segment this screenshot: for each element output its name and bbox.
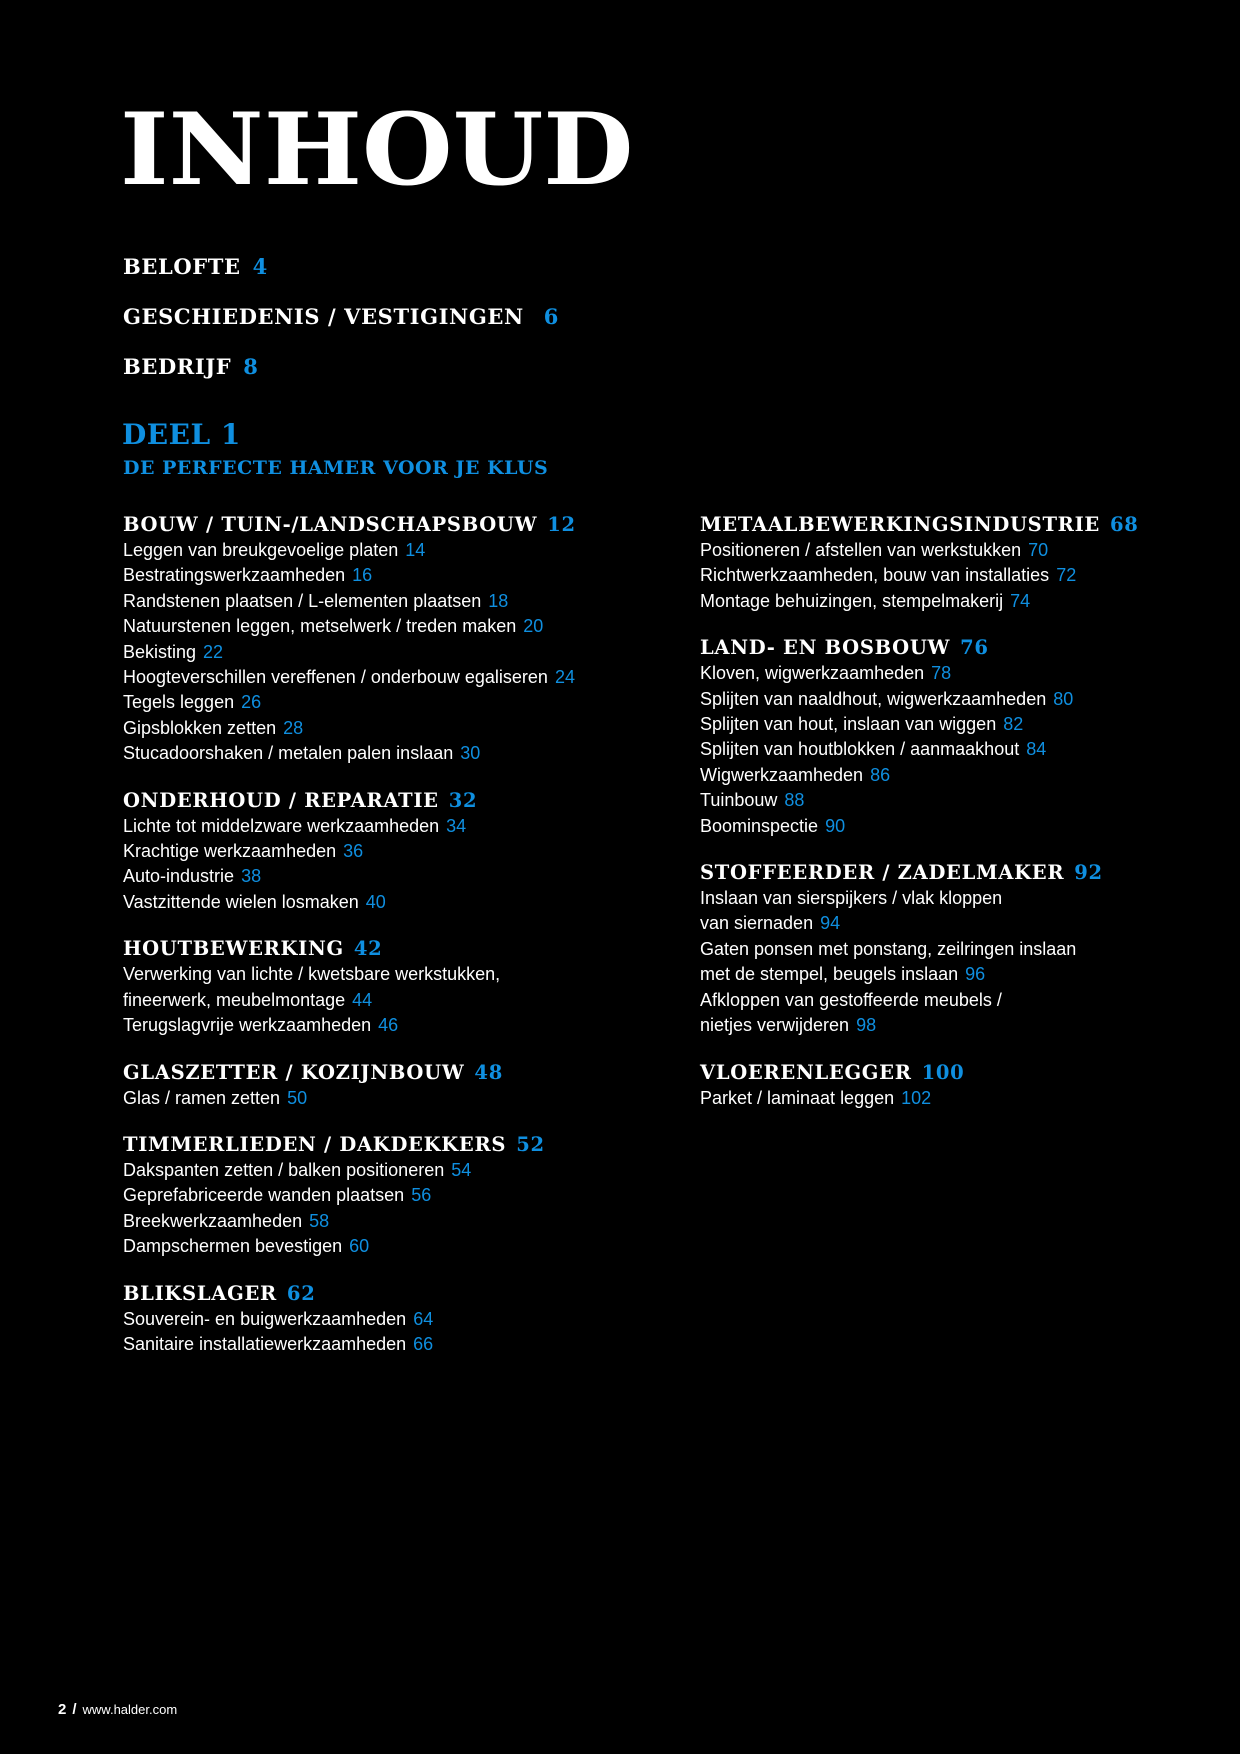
section-title	[123, 512, 643, 538]
toc-entry	[123, 716, 643, 741]
toc-entry-label: Wigwerkzaamheden	[700, 764, 864, 785]
section-title-label: BLIKSLAGER	[123, 1281, 277, 1305]
toc-entry-page-number: 78	[931, 663, 952, 684]
section-title	[700, 512, 1220, 538]
intro-item-page: 4	[252, 254, 268, 279]
part-label: DEEL 1	[122, 418, 241, 451]
toc-entry-label: Hoogteverschillen vereffenen / onderbouw egaliseren	[123, 667, 548, 688]
toc-section	[123, 1132, 643, 1260]
toc-entry-page-number: 18	[488, 590, 509, 611]
toc-entry-label: Splijten van hout, inslaan van wiggen	[700, 714, 997, 735]
toc-entry-label: Afkloppen van gestoffeerde meubels /	[700, 989, 1002, 1010]
toc-entry-page-number: 88	[784, 790, 805, 811]
part-subtitle: DE PERFECTE HAMER VOOR JE KLUS	[123, 457, 549, 479]
toc-entry-page-number: 38	[241, 866, 262, 887]
toc-section	[123, 788, 643, 916]
toc-entry-page-number: 90	[825, 815, 846, 836]
toc-entry-page-number: 24	[554, 667, 575, 688]
toc-entry-page-number: 58	[309, 1210, 330, 1231]
section-page-number: 48	[474, 1060, 503, 1084]
toc-section	[123, 1281, 643, 1358]
toc-entry-label: Krachtige werkzaamheden	[123, 841, 337, 862]
toc-section	[700, 635, 1220, 839]
section-title	[123, 1132, 643, 1158]
section-title-label: VLOERENLEGGER	[700, 1060, 912, 1084]
section-page-number: 92	[1074, 861, 1103, 885]
toc-entry	[123, 1013, 643, 1038]
section-title-label: HOUTBEWERKING	[123, 937, 344, 961]
toc-entry-label: Positioneren / afstellen van werkstukken	[700, 540, 1022, 560]
toc-entry	[123, 890, 643, 915]
toc-entry-page-number: 94	[820, 913, 841, 934]
toc-entry-page-number: 28	[283, 717, 304, 738]
toc-entry-label: Sanitaire installatiewerkzaamheden	[123, 1333, 407, 1354]
intro-item-label: BELOFTE	[123, 254, 241, 279]
toc-entry-page-number: 80	[1053, 688, 1074, 709]
toc-entry-label: Bestratingswerkzaamheden	[123, 565, 346, 586]
toc-entry-page-number: 98	[856, 1015, 877, 1036]
section-title-label: LAND- EN BOSBOUW	[700, 636, 951, 660]
page-footer	[58, 1702, 177, 1717]
page-title: INHOUD	[120, 91, 634, 208]
toc-entry-label: Terugslagvrije werkzaamheden	[123, 1015, 372, 1036]
section-page-number: 32	[448, 788, 478, 812]
toc-entry	[123, 563, 643, 588]
toc-entry-page-number: 50	[287, 1087, 308, 1108]
toc-entry-page-number: 86	[870, 764, 891, 785]
toc-entry-page-number: 82	[1003, 714, 1024, 735]
toc-section	[700, 860, 1220, 1038]
intro-item-geschiedenis	[123, 306, 559, 327]
toc-entry	[123, 640, 643, 665]
section-title	[123, 788, 643, 814]
toc-entry-label: Verwerking van lichte / kwetsbare werkstukken,	[123, 964, 501, 985]
toc-entry-page-number: 64	[413, 1308, 434, 1329]
toc-entry-page-number: 70	[1028, 540, 1049, 560]
intro-item-label: BEDRIJF	[123, 354, 232, 379]
toc-entry-label: Randstenen plaatsen / L-elementen plaatsen	[123, 590, 482, 611]
toc-entry	[700, 712, 1220, 737]
section-page-number: 42	[353, 937, 383, 961]
section-page-number: 62	[286, 1281, 316, 1305]
footer-page-number: 2	[58, 1701, 67, 1718]
toc-entry-label: Stucadoorshaken / metalen palen inslaan	[123, 743, 454, 764]
toc-entry-label: Souverein- en buigwerkzaamheden	[123, 1308, 407, 1329]
toc-entry	[123, 741, 643, 766]
toc-entry	[700, 687, 1220, 712]
toc-entry-label: Lichte tot middelzware werkzaamheden	[123, 815, 440, 836]
toc-entry-label: Breekwerkzaamheden	[123, 1210, 303, 1231]
section-page-number: 68	[1109, 513, 1139, 536]
intro-item-label: GESCHIEDENIS / VESTIGINGEN	[123, 304, 524, 329]
toc-entry-page-number: 72	[1056, 565, 1077, 586]
toc-entry	[123, 1158, 643, 1183]
toc-entry-label: Inslaan van sierspijkers / vlak kloppen	[700, 888, 1003, 909]
toc-entry-label: Tuinbouw	[700, 790, 778, 811]
toc-entry	[123, 1234, 643, 1259]
section-title	[700, 1060, 1220, 1086]
intro-item-page: 8	[243, 354, 259, 379]
toc-entry-page-number: 44	[352, 989, 373, 1010]
section-title	[700, 635, 1220, 661]
toc-section	[700, 1060, 1220, 1111]
section-title-label: ONDERHOUD / REPARATIE	[123, 788, 439, 812]
toc-entry	[123, 1183, 643, 1208]
toc-entry-page-number: 40	[365, 891, 386, 912]
toc-section	[700, 512, 1220, 614]
toc-entry	[123, 814, 643, 839]
section-title-label: TIMMERLIEDEN / DAKDEKKERS	[123, 1132, 507, 1156]
toc-column-right	[700, 512, 1220, 1132]
toc-entry	[700, 763, 1220, 788]
toc-entry	[123, 1307, 643, 1332]
toc-entry-page-number: 46	[378, 1015, 399, 1036]
section-title	[700, 860, 1220, 886]
toc-entry-label: Leggen van breukgevoelige platen	[123, 540, 399, 560]
toc-entry-label: Auto-industrie	[123, 866, 235, 887]
toc-entry-page-number: 36	[343, 841, 364, 862]
toc-entry	[123, 1332, 643, 1357]
toc-entry	[123, 1209, 643, 1234]
toc-entry-label: Gaten ponsen met ponstang, zeilringen inslaan	[700, 938, 1077, 959]
toc-entry-page-number: 74	[1010, 590, 1031, 611]
toc-entry-label: Splijten van naaldhout, wigwerkzaamheden	[700, 688, 1047, 709]
toc-entry-page-number: 66	[413, 1333, 434, 1354]
toc-entry	[123, 665, 643, 690]
toc-entry-label-line2: fineerwerk, meubelmontage	[123, 989, 346, 1010]
toc-entry-label-line2: nietjes verwijderen	[700, 1015, 850, 1036]
toc-entry	[123, 589, 643, 614]
toc-entry-label: Parket / laminaat leggen	[700, 1087, 895, 1108]
toc-entry-page-number: 20	[523, 616, 544, 637]
toc-entry	[700, 661, 1220, 686]
toc-entry-page-number: 14	[405, 540, 426, 560]
toc-entry-label: Kloven, wigwerkzaamheden	[700, 663, 925, 684]
section-title-label: METAALBEWERKINGSINDUSTRIE	[700, 513, 1100, 536]
toc-column-left	[123, 512, 643, 1378]
toc-entry-label-continued	[123, 988, 643, 1013]
toc-entry-label: Boominspectie	[700, 815, 819, 836]
section-page-number: 12	[547, 513, 576, 536]
toc-entry-label: Natuurstenen leggen, metselwerk / treden maken	[123, 616, 517, 637]
toc-entry	[700, 788, 1220, 813]
section-title	[123, 1060, 643, 1086]
toc-entry-page-number: 30	[460, 743, 481, 764]
toc-entry-page-number: 34	[446, 815, 467, 836]
toc-entry-page-number: 96	[965, 964, 986, 985]
footer-url: www.halder.com	[82, 1702, 178, 1717]
intro-item-bedrijf	[123, 356, 259, 377]
toc-entry	[700, 988, 1220, 1039]
toc-entry-page-number: 102	[901, 1087, 932, 1108]
toc-entry-label: Glas / ramen zetten	[123, 1087, 281, 1108]
toc-entry-page-number: 54	[451, 1159, 472, 1180]
toc-section	[123, 1060, 643, 1111]
toc-entry-page-number: 84	[1026, 739, 1047, 760]
toc-entry-label: Gipsblokken zetten	[123, 717, 277, 738]
toc-entry	[123, 962, 643, 1013]
toc-entry	[123, 1086, 643, 1111]
toc-entry-label: Richtwerkzaamheden, bouw van installaties	[700, 565, 1050, 586]
section-title-label: GLASZETTER / KOZIJNBOUW	[123, 1060, 465, 1084]
toc-section	[123, 512, 643, 767]
toc-entry-label-line2: met de stempel, beugels inslaan	[700, 964, 959, 985]
toc-entry-label: Dampschermen bevestigen	[123, 1236, 343, 1257]
toc-entry	[700, 737, 1220, 762]
toc-entry	[123, 614, 643, 639]
section-page-number: 52	[516, 1132, 545, 1156]
footer-separator: /	[72, 1701, 77, 1718]
toc-entry-page-number: 56	[411, 1185, 432, 1206]
toc-section	[123, 936, 643, 1038]
toc-entry	[700, 1086, 1220, 1111]
toc-entry-label: Splijten van houtblokken / aanmaakhout	[700, 739, 1020, 760]
toc-entry	[123, 839, 643, 864]
toc-entry-label: Vastzittende wielen losmaken	[123, 891, 359, 912]
toc-entry-label-continued	[700, 1013, 1220, 1038]
toc-entry-label: Montage behuizingen, stempelmakerij	[700, 590, 1004, 611]
toc-entry-label-line2: van siernaden	[700, 913, 814, 934]
toc-entry-label: Tegels leggen	[123, 692, 235, 713]
section-title	[123, 936, 643, 962]
toc-entry-page-number: 22	[203, 641, 224, 662]
intro-item-page: 6	[543, 304, 560, 329]
toc-entry	[123, 538, 643, 563]
toc-entry-page-number: 26	[241, 692, 262, 713]
toc-entry	[700, 937, 1220, 988]
toc-entry-label: Dakspanten zetten / balken positioneren	[123, 1159, 445, 1180]
toc-entry	[700, 563, 1220, 588]
section-title-label: BOUW / TUIN-/LANDSCHAPSBOUW	[123, 513, 538, 536]
toc-entry-label-continued	[700, 962, 1220, 987]
section-page-number: 76	[960, 636, 989, 660]
toc-entry	[123, 864, 643, 889]
toc-entry-label: Bekisting	[123, 641, 197, 662]
toc-entry-page-number: 60	[349, 1236, 370, 1257]
section-title-label: STOFFEERDER / ZADELMAKER	[700, 861, 1065, 885]
toc-entry	[700, 814, 1220, 839]
toc-entry-label: Geprefabriceerde wanden plaatsen	[123, 1185, 405, 1206]
section-title	[123, 1281, 643, 1307]
toc-entry	[123, 690, 643, 715]
intro-item-belofte	[123, 256, 268, 277]
toc-entry	[700, 538, 1220, 563]
toc-entry	[700, 589, 1220, 614]
toc-entry-label-continued	[700, 911, 1220, 936]
toc-entry-page-number: 16	[352, 565, 373, 586]
section-page-number: 100	[921, 1060, 965, 1084]
toc-entry	[700, 886, 1220, 937]
